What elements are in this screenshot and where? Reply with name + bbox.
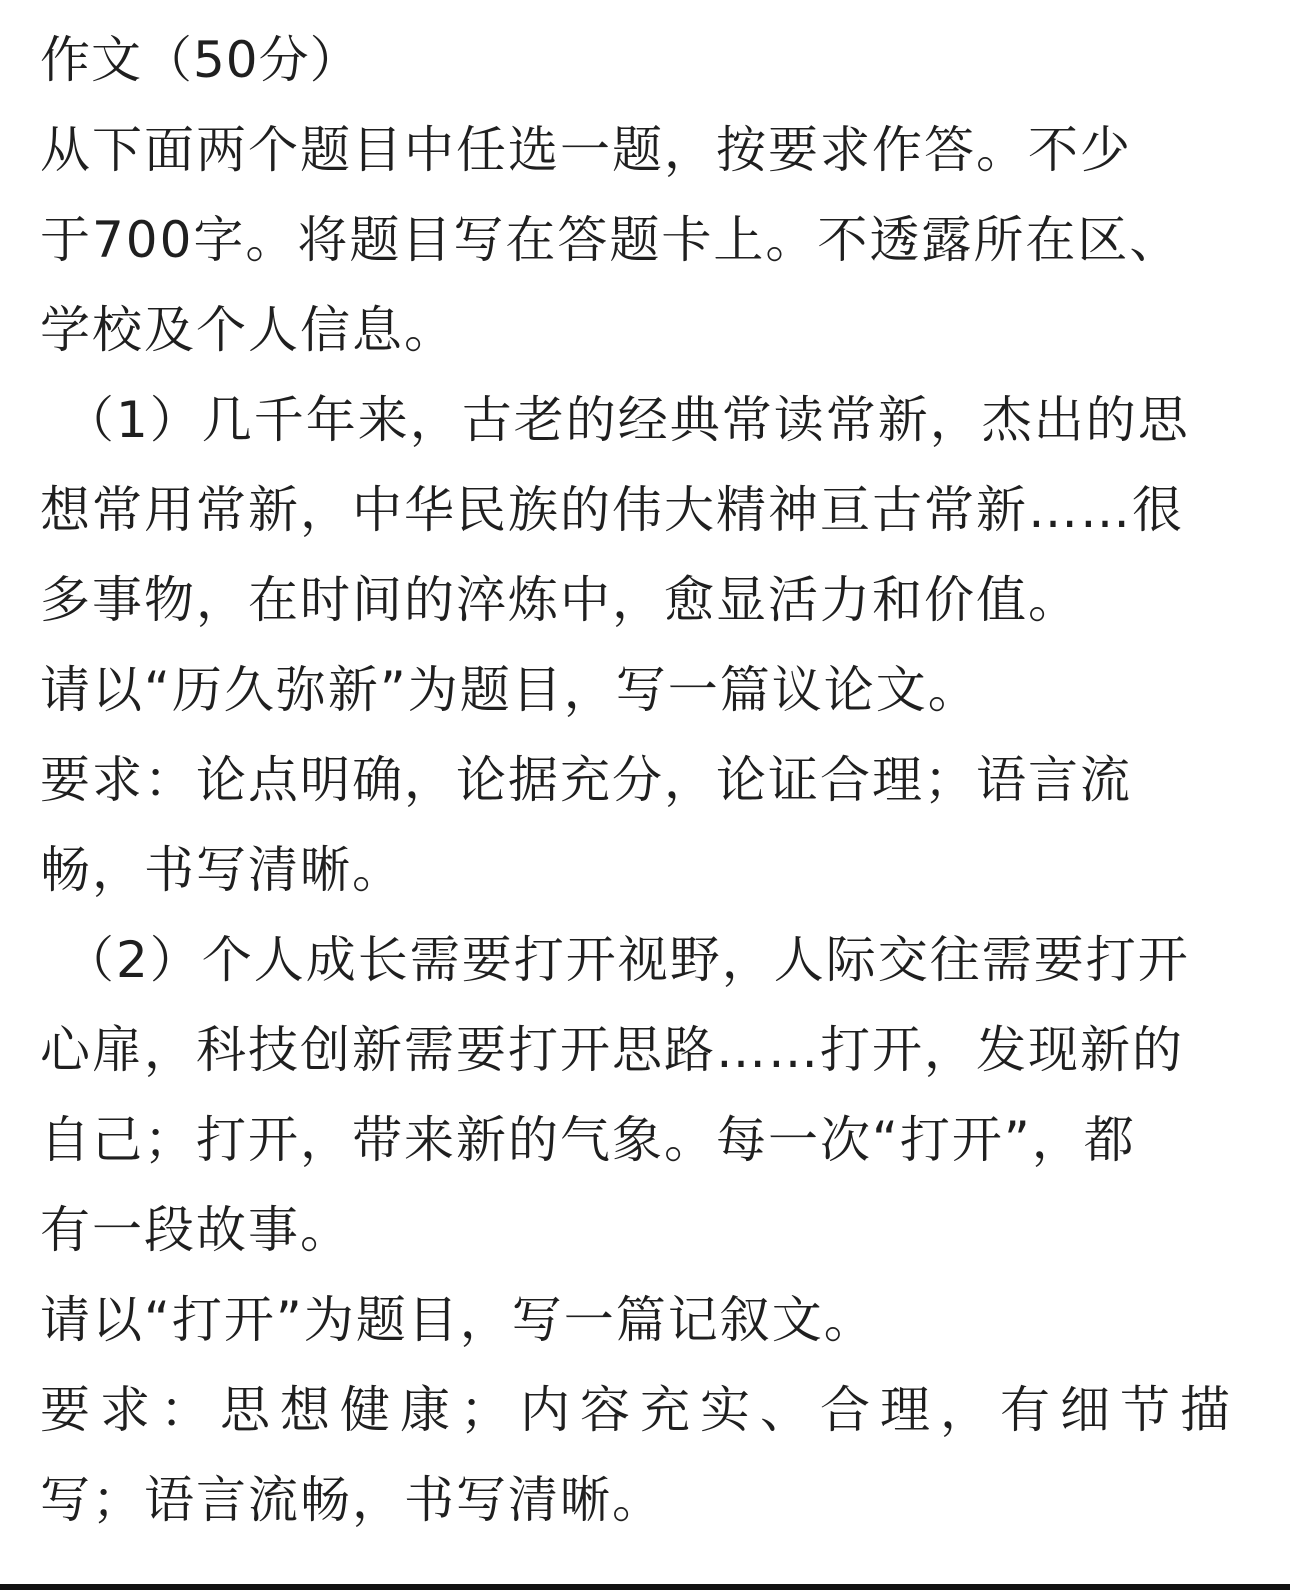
bottom-edge-bar: [0, 1584, 1290, 1590]
prompt2-requirement-line: 写；语言流畅，书写清晰。: [40, 1471, 664, 1529]
prompt2-requirement-line: 要求：思想健康；内容充实、合理，有细节描: [40, 1381, 1240, 1439]
prompt2-material-line: 有一段故事。: [40, 1201, 352, 1259]
prompt2-material-line: 心扉，科技创新需要打开思路……打开，发现新的: [40, 1021, 1184, 1079]
prompt1-material-line: 想常用常新，中华民族的伟大精神亘古常新……很: [40, 481, 1184, 539]
prompt1-task: 请以“历久弥新”为题目，写一篇议论文。: [40, 661, 980, 719]
prompt1-requirement-line: 畅，书写清晰。: [40, 841, 404, 899]
instruction-line: 学校及个人信息。: [40, 301, 456, 359]
prompt1-requirement-line: 要求：论点明确，论据充分，论证合理；语言流: [40, 751, 1132, 809]
instruction-line: 从下面两个题目中任选一题，按要求作答。不少: [40, 121, 1132, 179]
prompt2-material-line: 自己；打开，带来新的气象。每一次“打开”，都: [40, 1111, 1136, 1169]
essay-title: 作文（50分）: [40, 31, 361, 89]
instruction-line: 于700字。将题目写在答题卡上。不透露所在区、: [40, 211, 1182, 269]
prompt2-task: 请以“打开”为题目，写一篇记叙文。: [40, 1291, 876, 1349]
prompt1-material-line: 多事物，在时间的淬炼中，愈显活力和价值。: [40, 571, 1080, 629]
prompt1-material-line: （1）几千年来，古老的经典常读常新，杰出的思: [64, 391, 1190, 449]
prompt2-material-line: （2）个人成长需要打开视野，人际交往需要打开: [64, 931, 1190, 989]
